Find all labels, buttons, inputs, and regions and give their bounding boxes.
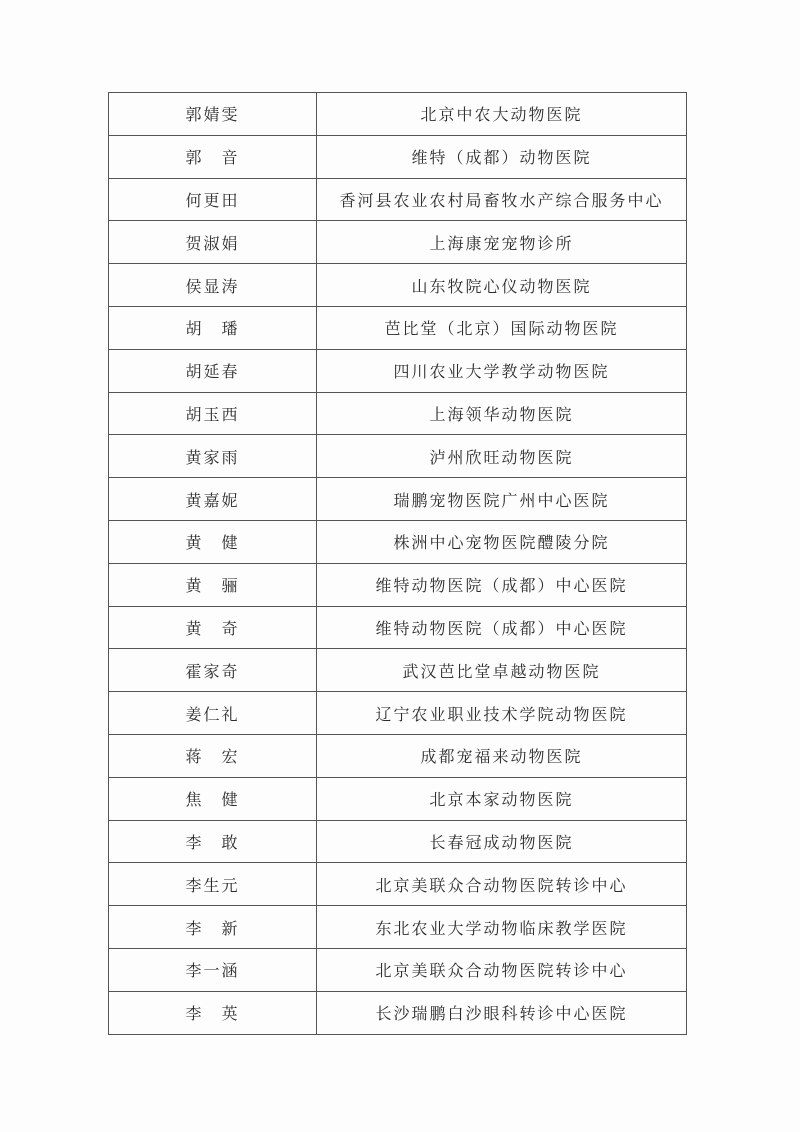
- organization-cell: 北京美联众合动物医院转诊中心: [317, 948, 687, 991]
- table-row: [109, 863, 687, 906]
- table-row: [109, 349, 687, 392]
- organization-cell: 上海康宠宠物诊所: [317, 221, 687, 264]
- table-row: [109, 178, 687, 221]
- table-row: [109, 306, 687, 349]
- organization-cell: 维特动物医院（成都）中心医院: [317, 606, 687, 649]
- name-cell: 霍家奇: [109, 649, 317, 692]
- name-cell: 黄 奇: [109, 606, 317, 649]
- roster-table-body: [109, 93, 687, 1035]
- table-row: [109, 264, 687, 307]
- name-cell: 黄家雨: [109, 435, 317, 478]
- roster-table: [108, 92, 687, 1035]
- name-cell: 胡玉西: [109, 392, 317, 435]
- organization-cell: 上海领华动物医院: [317, 392, 687, 435]
- name-cell: 郭 音: [109, 135, 317, 178]
- organization-cell: 成都宠福来动物医院: [317, 734, 687, 777]
- table-row: [109, 435, 687, 478]
- table-row: [109, 221, 687, 264]
- organization-cell: 东北农业大学动物临床教学医院: [317, 906, 687, 949]
- name-cell: 焦 健: [109, 777, 317, 820]
- table-row: [109, 991, 687, 1034]
- name-cell: 黄嘉妮: [109, 478, 317, 521]
- table-row: [109, 478, 687, 521]
- table-row: [109, 906, 687, 949]
- table-row: [109, 563, 687, 606]
- organization-cell: 维特（成都）动物医院: [317, 135, 687, 178]
- table-row: [109, 692, 687, 735]
- table-row: [109, 777, 687, 820]
- name-cell: 姜仁礼: [109, 692, 317, 735]
- table-row: [109, 734, 687, 777]
- name-cell: 郭婧雯: [109, 93, 317, 136]
- organization-cell: 北京本家动物医院: [317, 777, 687, 820]
- name-cell: 李 敢: [109, 820, 317, 863]
- table-row: [109, 948, 687, 991]
- organization-cell: 泸州欣旺动物医院: [317, 435, 687, 478]
- table-row: [109, 606, 687, 649]
- organization-cell: 武汉芭比堂卓越动物医院: [317, 649, 687, 692]
- table-row: [109, 520, 687, 563]
- organization-cell: 瑞鹏宠物医院广州中心医院: [317, 478, 687, 521]
- organization-cell: 北京美联众合动物医院转诊中心: [317, 863, 687, 906]
- name-cell: 李生元: [109, 863, 317, 906]
- organization-cell: 长春冠成动物医院: [317, 820, 687, 863]
- organization-cell: 四川农业大学教学动物医院: [317, 349, 687, 392]
- name-cell: 侯显涛: [109, 264, 317, 307]
- organization-cell: 芭比堂（北京）国际动物医院: [317, 306, 687, 349]
- name-cell: 何更田: [109, 178, 317, 221]
- name-cell: 黄 健: [109, 520, 317, 563]
- name-cell: 李 新: [109, 906, 317, 949]
- name-cell: 李一涵: [109, 948, 317, 991]
- organization-cell: 香河县农业农村局畜牧水产综合服务中心: [317, 178, 687, 221]
- table-row: [109, 135, 687, 178]
- organization-cell: 长沙瑞鹏白沙眼科转诊中心医院: [317, 991, 687, 1034]
- name-cell: 黄 骊: [109, 563, 317, 606]
- name-cell: 贺淑娟: [109, 221, 317, 264]
- organization-cell: 辽宁农业职业技术学院动物医院: [317, 692, 687, 735]
- organization-cell: 株洲中心宠物医院醴陵分院: [317, 520, 687, 563]
- name-cell: 李 英: [109, 991, 317, 1034]
- name-cell: 胡 璠: [109, 306, 317, 349]
- organization-cell: 维特动物医院（成都）中心医院: [317, 563, 687, 606]
- organization-cell: 北京中农大动物医院: [317, 93, 687, 136]
- name-cell: 胡延春: [109, 349, 317, 392]
- name-cell: 蒋 宏: [109, 734, 317, 777]
- table-row: [109, 820, 687, 863]
- table-row: [109, 649, 687, 692]
- table-row: [109, 392, 687, 435]
- table-row: [109, 93, 687, 136]
- organization-cell: 山东牧院心仪动物医院: [317, 264, 687, 307]
